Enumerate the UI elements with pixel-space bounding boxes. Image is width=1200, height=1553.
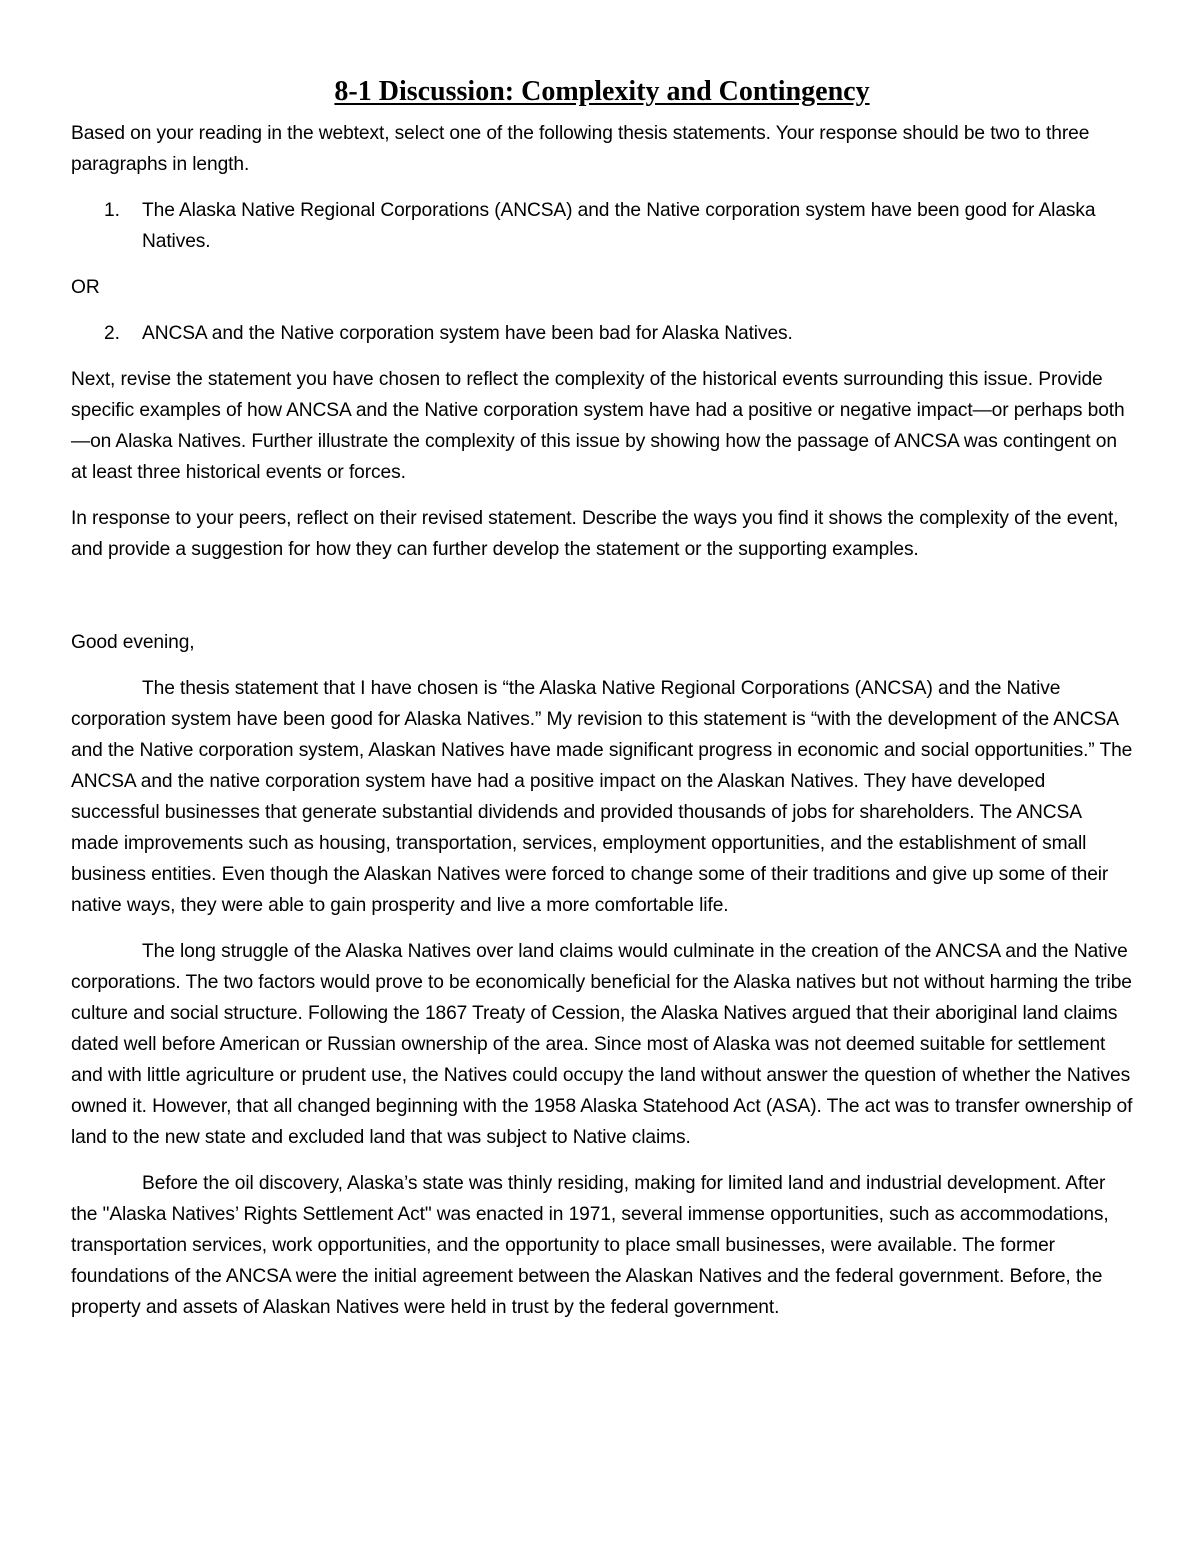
response-paragraph-2: The long struggle of the Alaska Natives over land claims would culminate in the creation of the ANCSA and the Native corporations. The two factors would prove to be economically beneficial for the Alaska natives but not without harming the tribe culture and social structure. Following the 1867 Treaty of Cession, the Alaska Natives argued that their aboriginal land claims dated well before American or Russian ownership of the area. Since most of Alaska was not deemed suitable for settlement and with little agriculture or prudent use, the Natives could occupy the land without answer the question of whether the Natives owned it. However, that all changed beginning with the 1958 Alaska Statehood Act (ASA). The act was to transfer ownership of land to the new state and excluded land that was subject to Native claims.: [71, 941, 1133, 1148]
response-paragraph-3: Before the oil discovery, Alaska’s state was thinly residing, making for limited land and industrial development. After the "Alaska Natives’ Rights Settlement Act" was enacted in 1971, several immense opportunities, such as accommodations, transportation services, work opportunities, and the opportunity to place small businesses, were available. The former foundations of the ANCSA were the initial agreement between the Alaskan Natives and the federal government. Before, the property and assets of Alaskan Natives were held in trust by the federal government.: [71, 1173, 1109, 1318]
thesis-option-1: [71, 195, 1133, 257]
thesis-option-2-number: 2.: [104, 323, 120, 344]
response-paragraph-1: The thesis statement that I have chosen is “the Alaska Native Regional Corporations (ANCSA) and the Native corporation system have been good for Alaska Natives.” My revision to this statement is “with the development of the ANCSA and the Native corporation system, Alaskan Natives have made significant progress in economic and social opportunities.” The ANCSA and the native corporation system have had a positive impact on the Alaskan Natives. They have developed successful businesses that generate substantial dividends and provided thousands of jobs for shareholders. The ANCSA made improvements such as housing, transportation, services, employment opportunities, and the establishment of small business entities. Even though the Alaskan Natives were forced to change some of their traditions and give up some of their native ways, they were able to gain prosperity and live a more comfortable life.: [71, 678, 1133, 916]
page-title: 8-1 Discussion: Complexity and Contingency: [334, 76, 870, 107]
response-greeting: Good evening,: [71, 632, 195, 653]
thesis-option-2-text: ANCSA and the Native corporation system have been bad for Alaska Natives.: [142, 323, 793, 344]
thesis-options-list: [71, 195, 1133, 257]
prompt-instructions: Next, revise the statement you have chosen to reflect the complexity of the historical events surrounding this issue. Provide specific examples of how ANCSA and the Native corporation system have had a positive or negative impact—or perhaps both—on Alaska Natives. Further illustrate the complexity of this issue by showing how the passage of ANCSA was contingent on at least three historical events or forces.: [71, 369, 1125, 483]
prompt-intro: Based on your reading in the webtext, select one of the following thesis statements. Your response should be two to three paragraphs in length.: [71, 123, 1090, 175]
document-content: [71, 74, 1133, 1338]
thesis-options-list-2: [71, 318, 1133, 349]
or-separator: OR: [71, 277, 100, 298]
thesis-option-1-number: 1.: [104, 200, 120, 221]
thesis-option-1-text: The Alaska Native Regional Corporations (ANCSA) and the Native corporation system have been good for Alaska Natives.: [142, 200, 1096, 252]
peer-instructions: In response to your peers, reflect on their revised statement. Describe the ways you find it shows the complexity of the event, and provide a suggestion for how they can further develop the statement or the supporting examples.: [71, 508, 1119, 560]
thesis-option-2: [71, 318, 1133, 349]
section-spacer: [71, 580, 1133, 627]
